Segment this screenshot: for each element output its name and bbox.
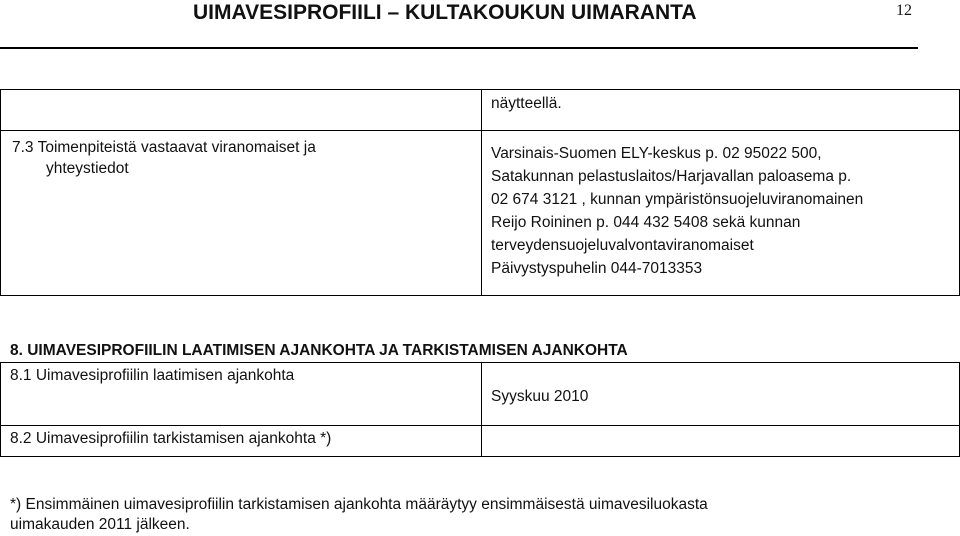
header-rule: [0, 47, 918, 49]
contact-line: Päivystyspuhelin 044-7013353: [491, 260, 703, 277]
table-border-bottom: [0, 456, 960, 457]
row-label-line: yhteystiedot: [46, 160, 129, 177]
section-8-heading: 8. UIMAVESIPROFIILIN LAATIMISEN AJANKOHTA JA TARKISTAMISEN AJANKOHTA: [10, 342, 628, 359]
contact-line: Satakunnan pelastuslaitos/Harjavallan paloasema p.: [491, 168, 852, 185]
table-border-bottom: [0, 295, 960, 296]
footnote-line: uimakauden 2011 jälkeen.: [10, 516, 190, 533]
page-title: UIMAVESIPROFIILI – KULTAKOUKUN UIMARANTA: [193, 1, 697, 24]
table-column-divider: [481, 89, 482, 296]
table-border-top: [0, 362, 960, 363]
contact-line: 02 674 3121 , kunnan ympäristönsuojeluviranomainen: [491, 191, 864, 208]
contact-line: Reijo Roininen p. 044 432 5408 sekä kunnan: [491, 214, 801, 231]
row-value: Syyskuu 2010: [491, 388, 589, 405]
continued-text: näytteellä.: [491, 95, 562, 112]
contact-line: Varsinais-Suomen ELY-keskus p. 02 95022 500,: [491, 145, 822, 162]
row-label-line: 7.3 Toimenpiteistä vastaavat viranomaiset ja: [12, 139, 316, 156]
table-column-divider: [481, 362, 482, 457]
page-number: 12: [896, 2, 912, 19]
table-row-divider: [0, 425, 960, 426]
row-label: 8.1 Uimavesiprofiilin laatimisen ajankohta: [10, 367, 295, 384]
footnote-line: *) Ensimmäinen uimavesiprofiilin tarkistamisen ajankohta määräytyy ensimmäisestä uimavesiluokasta: [10, 496, 708, 513]
contact-line: terveydensuojeluvalvontaviranomaiset: [491, 237, 754, 254]
table-border-top: [0, 89, 960, 90]
table-border-left: [0, 362, 1, 457]
table-border-left: [0, 89, 1, 296]
table-row-divider: [0, 130, 960, 131]
row-label: 8.2 Uimavesiprofiilin tarkistamisen ajankohta *): [10, 430, 332, 447]
